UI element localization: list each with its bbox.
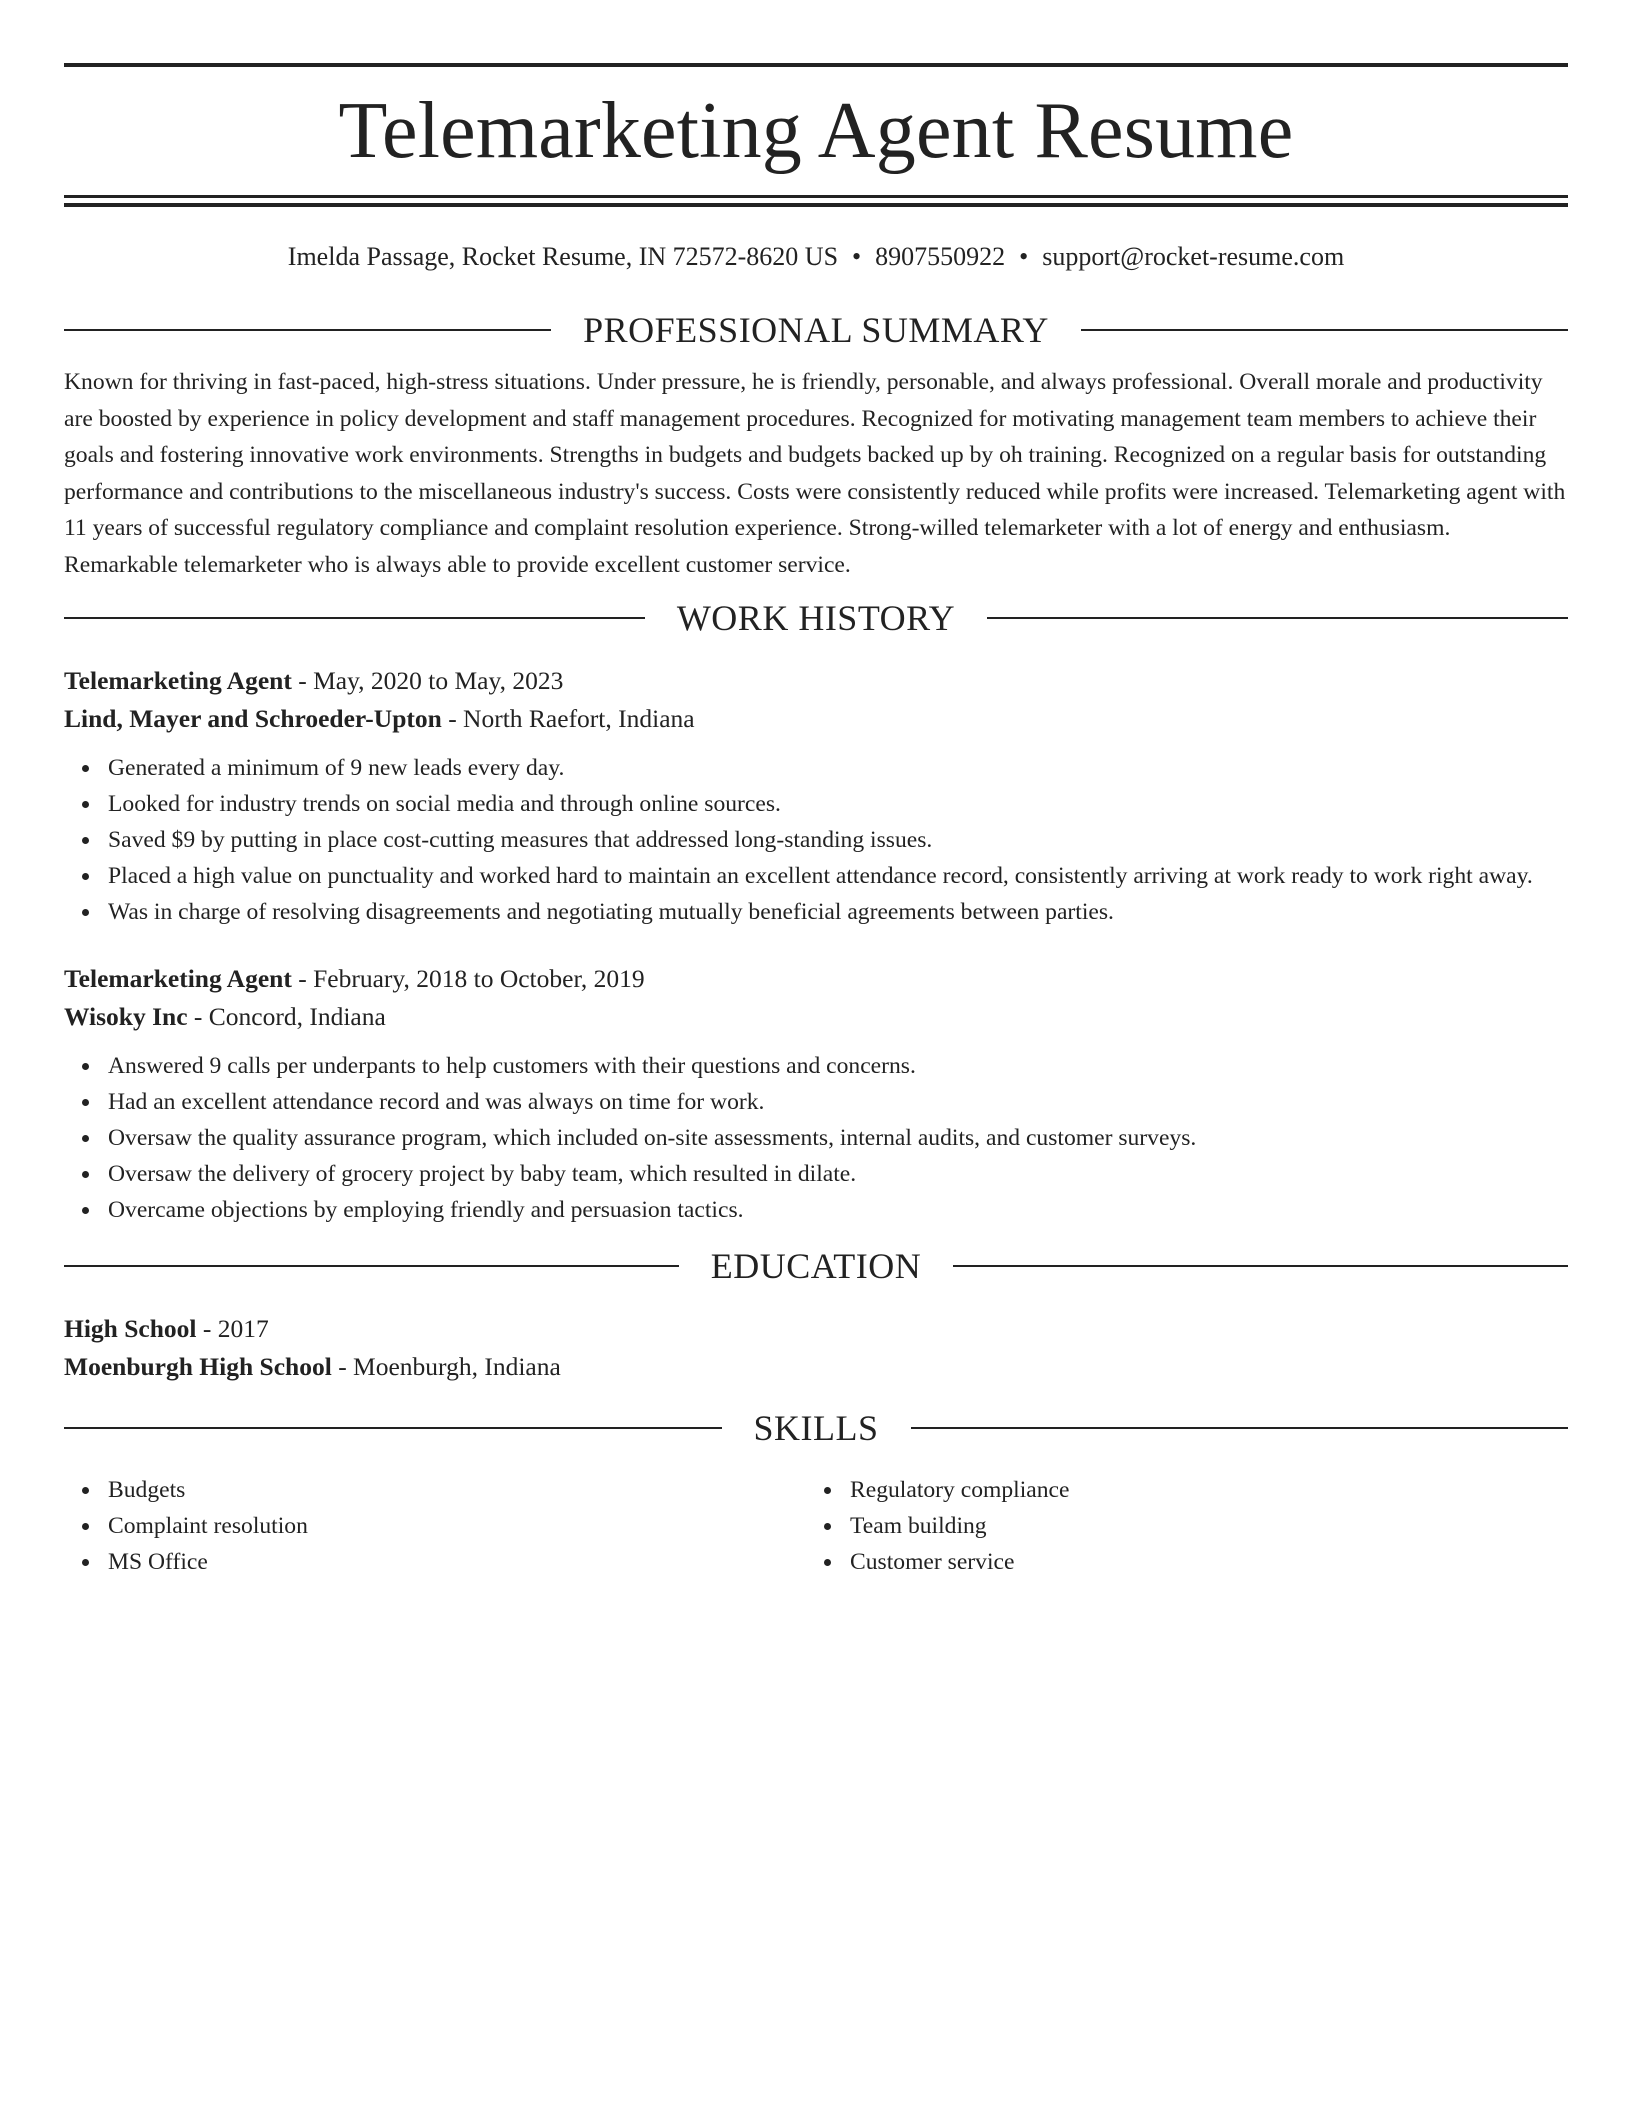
job-duties-list <box>64 750 1568 930</box>
education-degree: High School <box>64 1314 197 1343</box>
job-duties-list <box>64 1048 1568 1228</box>
education-year: - 2017 <box>196 1314 269 1343</box>
contact-phone: 8907550922 <box>875 242 1006 271</box>
skills-section-heading <box>64 1404 1568 1452</box>
education-school-line <box>64 1348 1568 1386</box>
section-divider-left <box>64 1265 679 1267</box>
section-title: SKILLS <box>753 1408 879 1448</box>
section-title: WORK HISTORY <box>676 598 956 638</box>
job-company: Wisoky Inc <box>64 1002 188 1031</box>
contact-line <box>64 241 1568 273</box>
summary-section-heading <box>64 306 1568 354</box>
job-title-line <box>64 960 1568 998</box>
list-item: Saved $9 by putting in place cost-cutting measures that addressed long-standing issues. <box>108 822 1568 858</box>
job-entry <box>64 960 1568 1228</box>
job-title-line <box>64 662 1568 700</box>
education-section-heading <box>64 1242 1568 1290</box>
list-item: Overcame objections by employing friendly and persuasion tactics. <box>108 1192 1568 1228</box>
contact-email: support@rocket-resume.com <box>1042 242 1345 271</box>
section-divider-right <box>911 1427 1569 1429</box>
job-company-line <box>64 700 1568 738</box>
section-divider-right <box>953 1265 1568 1267</box>
job-location: - Concord, Indiana <box>187 1002 386 1031</box>
list-item: Generated a minimum of 9 new leads every day. <box>108 750 1568 786</box>
skills-columns <box>64 1472 1568 1580</box>
section-divider-left <box>64 1427 722 1429</box>
list-item: Oversaw the delivery of grocery project by baby team, which resulted in dilate. <box>108 1156 1568 1192</box>
contact-separator: • <box>1019 242 1029 271</box>
contact-address: Imelda Passage, Rocket Resume, IN 72572-8620 US <box>287 242 839 271</box>
section-divider-left <box>64 617 645 619</box>
education-location: - Moenburgh, Indiana <box>331 1352 561 1381</box>
skills-list-right <box>806 1472 1548 1580</box>
skill-item: Team building <box>850 1508 1548 1544</box>
section-divider-right <box>1081 329 1568 331</box>
job-entry <box>64 662 1568 930</box>
skills-list-left <box>64 1472 806 1580</box>
summary-text: Known for thriving in fast-paced, high-stress situations. Under pressure, he is friendly, personable, and always professional. Overall morale and productivity are boosted by experience in policy development and staff management procedures. Recognized for motivating management team members to achieve their goals and fostering innovative work environments. Strengths in budgets and budgets backed up by oh training. Recognized on a regular basis for outstanding performance and contributions to the miscellaneous industry's success. Costs were consistently reduced while profits were increased. Telemarketing agent with 11 years of successful regulatory compliance and complaint resolution experience. Strong-willed telemarketer with a lot of energy and enthusiasm. Remarkable telemarketer who is always able to provide excellent customer service. <box>64 369 1566 578</box>
job-location: - North Raefort, Indiana <box>441 704 695 733</box>
section-divider-left <box>64 329 551 331</box>
job-title: Telemarketing Agent <box>64 666 292 695</box>
job-company: Lind, Mayer and Schroeder-Upton <box>64 704 442 733</box>
job-dates: - February, 2018 to October, 2019 <box>291 964 645 993</box>
list-item: Placed a high value on punctuality and worked hard to maintain an excellent attendance record, consistently arriving at work ready to work right away. <box>108 858 1568 894</box>
skill-item: Customer service <box>850 1544 1548 1580</box>
work-history-section-heading <box>64 594 1568 642</box>
education-school: Moenburgh High School <box>64 1352 332 1381</box>
list-item: Answered 9 calls per underpants to help customers with their questions and concerns. <box>108 1048 1568 1084</box>
job-dates: - May, 2020 to May, 2023 <box>291 666 564 695</box>
section-title: PROFESSIONAL SUMMARY <box>583 310 1049 350</box>
section-divider-right <box>987 617 1568 619</box>
skill-item: Complaint resolution <box>108 1508 806 1544</box>
skill-item: MS Office <box>108 1544 806 1580</box>
header-top-rule <box>64 63 1568 67</box>
section-title: EDUCATION <box>710 1246 922 1286</box>
contact-separator: • <box>852 242 862 271</box>
job-title: Telemarketing Agent <box>64 964 292 993</box>
header-double-rule <box>64 195 1568 207</box>
job-company-line <box>64 998 1568 1036</box>
page-title: Telemarketing Agent Resume <box>338 87 1294 175</box>
list-item: Looked for industry trends on social media and through online sources. <box>108 786 1568 822</box>
education-degree-line <box>64 1310 1568 1348</box>
list-item: Oversaw the quality assurance program, which included on-site assessments, internal audits, and customer surveys. <box>108 1120 1568 1156</box>
list-item: Was in charge of resolving disagreements and negotiating mutually beneficial agreements between parties. <box>108 894 1568 930</box>
list-item: Had an excellent attendance record and was always on time for work. <box>108 1084 1568 1120</box>
skill-item: Regulatory compliance <box>850 1472 1548 1508</box>
education-entry <box>64 1310 1568 1386</box>
skill-item: Budgets <box>108 1472 806 1508</box>
